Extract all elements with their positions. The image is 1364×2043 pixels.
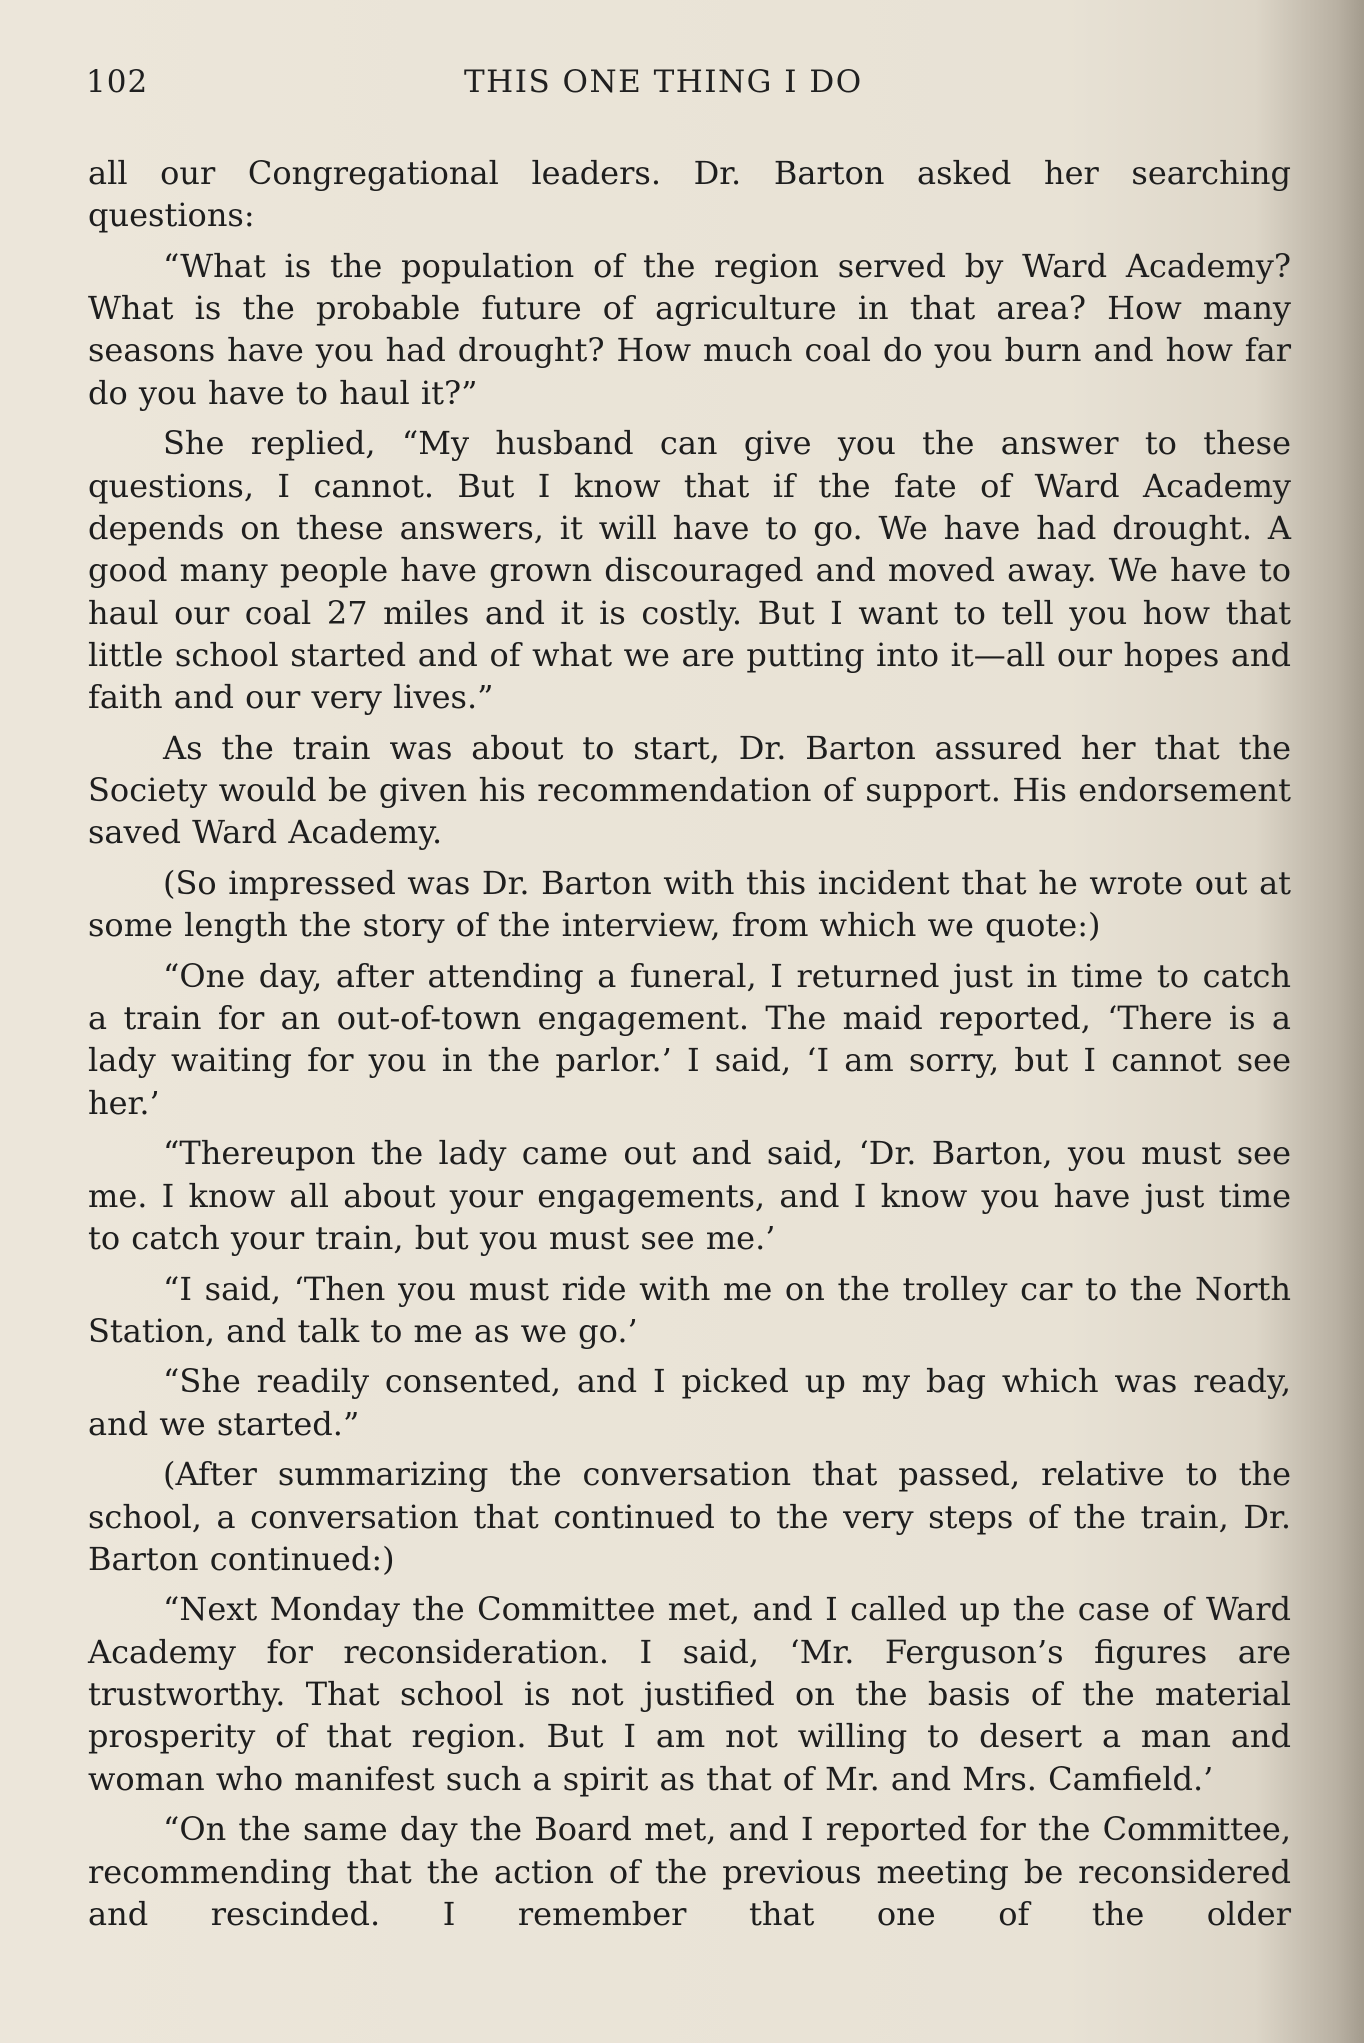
- paragraph: “She readily consented, and I picked up my bag which was ready, and we started.”: [88, 1362, 1291, 1443]
- paragraph: “What is the population of the region served by Ward Academy? What is the probable future of agriculture in that area? How many seasons have you had drought? How much coal do you burn and how far do you have to haul it?”: [88, 246, 1291, 412]
- paragraph: She replied, “My husband can give you the answer to these questions, I cannot. But I know that if the fate of Ward Academy depends on these answers, it will have to go. We have had drought. A good many people have grown discouraged and moved away. We have to haul our coal 27 miles and it is costly. But I want to tell you how that little school started and of what we are putting into it—all our hopes and faith and our very lives.”: [88, 424, 1291, 717]
- running-head: [86, 64, 1286, 104]
- paragraph: As the train was about to start, Dr. Barton assured her that the Society would be given his recommendation of support. His endorsement saved Ward Academy.: [88, 728, 1291, 852]
- paragraph: (So impressed was Dr. Barton with this incident that he wrote out at some length the story of the interview, from which we quote:): [88, 863, 1291, 945]
- paragraph: “Next Monday the Committee met, and I called up the case of Ward Academy for reconsideration. I said, ‘Mr. Ferguson’s figures are trustworthy. That school is not justified on the basis of the material prosperity of that region. But I am not willing to desert a man and woman who manifest such a spirit as that of Mr. and Mrs. Camfield.’: [88, 1590, 1291, 1798]
- paragraph: “One day, after attending a funeral, I returned just in time to catch a train for an out-of-town engagement. The maid reported, ‘There is a lady waiting for you in the parlor.’ I said, ‘I am sorry, but I cannot see her.’: [88, 956, 1291, 1122]
- paragraph: all our Congregational leaders. Dr. Barton asked her searching questions:: [88, 154, 1291, 235]
- paragraph: “On the same day the Board met, and I reported for the Committee, recommending that the action of the previous meeting be reconsidered and rescinded. I remember that one of the older: [88, 1810, 1291, 1933]
- paragraph: “Thereupon the lady came out and said, ‘Dr. Barton, you must see me. I know all about your engagements, and I know you have just time to catch your train, but you must see me.’: [88, 1134, 1291, 1257]
- page-number: 102: [86, 64, 149, 100]
- running-head-title: THIS ONE THING I DO: [464, 64, 863, 100]
- body-text: [88, 152, 1291, 1935]
- paragraph: (After summarizing the conversation that passed, relative to the school, a conversation that continued to the very steps of the train, Dr. Barton continued:): [88, 1455, 1291, 1578]
- paragraph: “I said, ‘Then you must ride with me on the trolley car to the North Station, and talk to me as we go.’: [88, 1269, 1291, 1350]
